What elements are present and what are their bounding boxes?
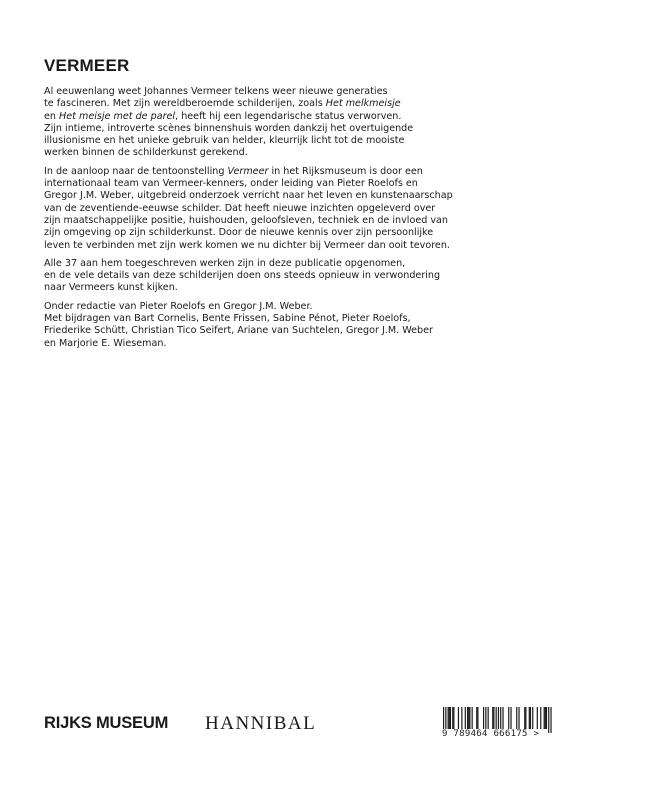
barcode-bar [532, 707, 533, 729]
back-cover-text [44, 86, 484, 356]
text-line: te fascineren. Met zijn wereldberoemde schilderijen, zoals Het melkmeisje [44, 98, 401, 110]
barcode-bar [510, 707, 511, 729]
barcode-bar [530, 707, 531, 729]
text-line: werken binnen de schilderkunst gerekend. [44, 147, 248, 159]
text-line: zijn maatschappelijke positie, huishouden, geloofsleven, techniek en de invloed van [44, 214, 449, 226]
text-line: Gregor J.M. Weber, uitgebreid onderzoek verricht naar het leven en kunstenaarschap [44, 190, 453, 202]
paragraph-works [44, 258, 484, 295]
barcode-bar [493, 707, 494, 729]
text-line: Al eeuwenlang weet Johannes Vermeer telkens weer nieuwe generaties [44, 86, 388, 97]
paragraph-research [44, 166, 484, 252]
barcode-bar [476, 707, 477, 729]
artwork-title: Het meisje met de parel [59, 110, 176, 122]
barcode-bar [477, 707, 478, 729]
artwork-title: Het melkmeisje [325, 98, 401, 110]
barcode-bar [545, 707, 546, 729]
barcode-bar [458, 707, 459, 729]
barcode-bar [524, 707, 525, 729]
isbn-barcode [441, 707, 561, 747]
barcode-bar [525, 707, 526, 729]
barcode-bar [518, 707, 519, 729]
barcode-bar [540, 707, 541, 729]
barcode-bar [508, 707, 509, 729]
barcode-bar [467, 707, 468, 729]
barcode-bar [537, 707, 538, 729]
book-title: VERMEER [44, 56, 130, 75]
rijksmuseum-logo: RIJKS MUSEUM [44, 714, 169, 732]
barcode-bar [516, 707, 517, 729]
text-line: zijn omgeving op zijn schilderkunst. Door de nieuwe kennis over zijn persoonlijke [44, 227, 434, 239]
barcode-bar [546, 707, 547, 729]
barcode-bar [461, 707, 462, 729]
text-line: Alle 37 aan hem toegeschreven werken zijn in deze publicatie opgenomen, [44, 257, 406, 269]
barcode-bar [469, 707, 470, 729]
barcode-bar [502, 707, 503, 729]
text-line: Friederike Schütt, Christian Tico Seifert, Ariane van Suchtelen, Gregor J.M. Weber [44, 325, 433, 337]
text-line: en Het meisje met de parel, heeft hij een legendarische status verworven. [44, 110, 402, 122]
barcode-bar [452, 707, 453, 729]
text-line: van de zeventiende-eeuwse schilder. Dat heeft nieuwe inzichten opgeleverd over [44, 202, 436, 214]
barcode-bar [450, 707, 451, 729]
text-line: Zijn intieme, introverte scènes binnenshuis worden dankzij het overtuigende [44, 122, 414, 134]
barcode-bar [465, 707, 466, 729]
barcode-bar [485, 707, 486, 729]
barcode-bar [488, 707, 489, 729]
text-line: en Marjorie E. Wieseman. [44, 337, 167, 349]
barcode-bar [544, 707, 545, 729]
isbn-number: 9 789464 666175 > [442, 729, 540, 739]
barcode-bar [448, 707, 449, 729]
paragraph-intro [44, 86, 484, 160]
paragraph-credits [44, 301, 484, 350]
text-line: leven te verbinden met zijn werk komen we nu dichter bij Vermeer dan ooit tevoren. [44, 239, 450, 251]
text-line: Onder redactie van Pieter Roelofs en Gregor J.M. Weber. [44, 300, 313, 312]
text-line: en de vele details van deze schilderijen doen ons steeds opnieuw in verwondering [44, 270, 441, 282]
barcode-bar [483, 707, 484, 729]
barcode-bar [548, 707, 549, 733]
barcode-bar [472, 707, 473, 729]
barcode-bar [500, 707, 501, 729]
barcode-bar [449, 707, 450, 729]
exhibition-title: Vermeer [227, 165, 269, 177]
barcode-bar [529, 707, 530, 729]
barcode-bar [453, 707, 454, 729]
text-line: In de aanloop naar de tentoonstelling Vermeer in het Rijksmuseum is door een [44, 165, 423, 177]
barcode-bar [550, 707, 551, 733]
barcode-bar [492, 707, 493, 729]
hannibal-logo: HANNIBAL [205, 713, 317, 734]
text-line: naar Vermeers kunst kijken. [44, 282, 178, 294]
text-line: internationaal team van Vermeer-kenners, onder leiding van Pieter Roelofs en [44, 178, 418, 190]
barcode-bar [468, 707, 469, 729]
text-line: Met bijdragen van Bart Cornelis, Bente Frissen, Sabine Pénot, Pieter Roelofs, [44, 313, 411, 325]
text-line: illusionisme en het unieke gebruik van helder, kleurrijk licht tot de mooiste [44, 135, 405, 147]
